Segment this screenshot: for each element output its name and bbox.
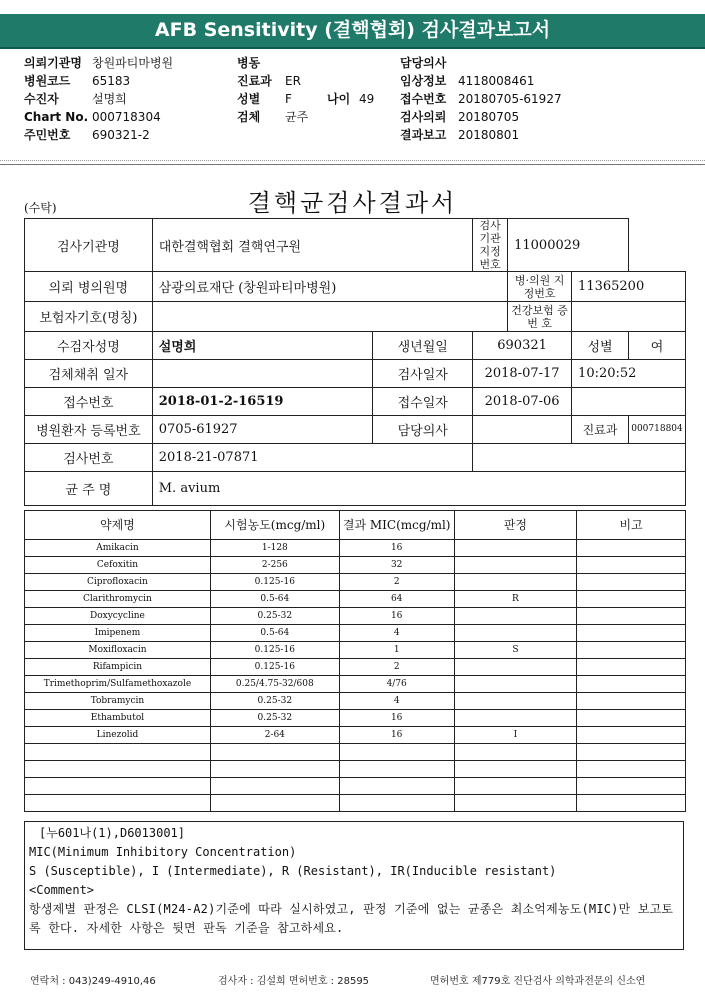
interpretation-cell: [454, 795, 577, 812]
interpretation-cell: [454, 574, 577, 591]
concentration-cell: 0.125-16: [210, 659, 339, 676]
mic-cell: 2: [339, 659, 454, 676]
interpretation-cell: R: [454, 591, 577, 608]
header-value: 000718304: [92, 110, 161, 124]
remarks-cell: [577, 676, 686, 693]
concentration-cell: 0.25-32: [210, 710, 339, 727]
patient-label: 수검자성명: [25, 332, 153, 360]
inst-no-value: 11000029: [508, 219, 629, 272]
drug-name-cell: Clarithromycin: [25, 591, 211, 608]
table-row: [25, 727, 686, 744]
table-row: [25, 659, 686, 676]
table-row: [25, 608, 686, 625]
report-banner: AFB Sensitivity (결핵협회) 검사결과보고서: [0, 14, 705, 49]
interpretation-cell: [454, 676, 577, 693]
remarks-cell: [577, 540, 686, 557]
table-row: [25, 693, 686, 710]
table-row: [25, 761, 686, 778]
remarks-cell: [577, 574, 686, 591]
header-value: 창원파티마병원: [92, 56, 174, 70]
dept-value: 000718804: [628, 416, 685, 444]
drug-susceptibility-table: [24, 510, 686, 812]
remarks-cell: [577, 778, 686, 795]
notes-legend: S (Susceptible), I (Intermediate), R (Resistant), IR(Inducible resistant): [29, 864, 557, 878]
concentration-cell: [210, 761, 339, 778]
column-header-remarks: 비고: [577, 511, 686, 540]
header-key: 담당의사: [400, 56, 447, 70]
test-no-value: 2018-21-07871: [152, 444, 472, 472]
inst-no-label: 검사기관 지정번호: [473, 219, 508, 272]
collect-value: [152, 360, 373, 388]
mic-cell: 16: [339, 540, 454, 557]
concentration-cell: [210, 778, 339, 795]
remarks-cell: [577, 727, 686, 744]
interpretation-cell: [454, 540, 577, 557]
test-time-value: 10:20:52: [572, 360, 686, 388]
header-value: 65183: [92, 74, 131, 88]
header-key: 검체: [237, 110, 261, 124]
interpretation-cell: [454, 744, 577, 761]
remarks-cell: [577, 557, 686, 574]
remarks-cell: [577, 625, 686, 642]
concentration-cell: [210, 744, 339, 761]
dept-label: 진료과: [572, 416, 629, 444]
concentration-cell: [210, 795, 339, 812]
notes-code: [누601나(1),D6013001]: [39, 826, 186, 840]
drug-name-cell: Amikacin: [25, 540, 211, 557]
drug-name-cell: Rifampicin: [25, 659, 211, 676]
collect-label: 검체채취 일자: [25, 360, 153, 388]
birth-value: 690321: [473, 332, 572, 360]
table-row: [25, 710, 686, 727]
interpretation-cell: [454, 778, 577, 795]
birth-label: 생년월일: [373, 332, 473, 360]
mic-cell: 16: [339, 710, 454, 727]
drug-name-cell: [25, 778, 211, 795]
table-row: [25, 540, 686, 557]
concentration-cell: 0.125-16: [210, 642, 339, 659]
reg-label: 병원환자 등록번호: [25, 416, 153, 444]
footer-contact: 연락처 : 043)249-4910,46: [30, 976, 156, 987]
interpretation-cell: [454, 557, 577, 574]
institution-value: 대한결핵협회 결핵연구원: [152, 219, 472, 272]
header-value: 4118008461: [458, 74, 535, 88]
notes-mic: MIC(Minimum Inhibitory Concentration): [29, 845, 297, 859]
mic-cell: 64: [339, 591, 454, 608]
table-row: [25, 591, 686, 608]
mic-cell: [339, 778, 454, 795]
table-row: [25, 676, 686, 693]
drug-name-cell: Doxycycline: [25, 608, 211, 625]
header-key: 병원코드: [24, 74, 71, 88]
remarks-cell: [577, 693, 686, 710]
notes-box: [24, 821, 684, 950]
mic-cell: [339, 761, 454, 778]
header-divider-dotted: [0, 160, 705, 161]
remarks-cell: [577, 744, 686, 761]
column-header-concentration: 시험농도(mcg/ml): [210, 511, 339, 540]
header-value: F: [285, 92, 292, 106]
drug-name-cell: Trimethoprim/Sulfamethoxazole: [25, 676, 211, 693]
drug-name-cell: [25, 744, 211, 761]
health-value: [572, 302, 686, 332]
drug-name-cell: Ethambutol: [25, 710, 211, 727]
header-key: 진료과: [237, 74, 272, 88]
header-key: 수진자: [24, 92, 59, 106]
drug-name-cell: Tobramycin: [25, 693, 211, 710]
receipt-date-label: 접수일자: [373, 388, 473, 416]
table-row: [25, 744, 686, 761]
table-row: [25, 574, 686, 591]
remarks-cell: [577, 642, 686, 659]
column-header-drug: 약제명: [25, 511, 211, 540]
interpretation-cell: [454, 761, 577, 778]
header-value: 균주: [285, 110, 309, 124]
reg-value: 0705-61927: [152, 416, 373, 444]
hospital-value: 삼광의료재단 (창원파티마병원): [152, 272, 507, 302]
concentration-cell: 0.25-32: [210, 608, 339, 625]
table-row: [25, 795, 686, 812]
institution-label: 검사기관명: [25, 219, 153, 272]
drug-name-cell: Ciprofloxacin: [25, 574, 211, 591]
mic-cell: 16: [339, 608, 454, 625]
table-row: [25, 625, 686, 642]
patient-value: 설명희: [152, 332, 373, 360]
test-date-value: 2018-07-17: [473, 360, 572, 388]
mic-cell: 4: [339, 693, 454, 710]
interpretation-cell: S: [454, 642, 577, 659]
header-key: Chart No.: [24, 110, 89, 124]
header-value: 20180705: [458, 110, 520, 124]
header-key: 검사의뢰: [400, 110, 447, 124]
remarks-cell: [577, 591, 686, 608]
receipt-label: 접수번호: [25, 388, 153, 416]
concentration-cell: 0.5-64: [210, 625, 339, 642]
drug-name-cell: Imipenem: [25, 625, 211, 642]
concentration-cell: 0.25/4.75-32/608: [210, 676, 339, 693]
report-title: 결핵균검사결과서: [247, 189, 458, 217]
header-key: 주민번호: [24, 128, 71, 142]
mic-cell: 1: [339, 642, 454, 659]
patient-info-table: [24, 218, 686, 506]
test-no-blank: [473, 444, 686, 472]
concentration-cell: 0.125-16: [210, 574, 339, 591]
interpretation-cell: I: [454, 727, 577, 744]
receipt-date-value: 2018-07-06: [473, 388, 572, 416]
header-value: 690321-2: [92, 128, 150, 142]
drug-name-cell: [25, 761, 211, 778]
age-key: 나이: [327, 92, 351, 106]
mic-cell: 4/76: [339, 676, 454, 693]
mic-cell: 4: [339, 625, 454, 642]
column-header-mic: 결과 MIC(mcg/ml): [339, 511, 454, 540]
column-header-interpretation: 판정: [454, 511, 577, 540]
drug-name-cell: [25, 795, 211, 812]
sex-value: 여: [628, 332, 685, 360]
hosp-no-label: 병·의원 지정번호: [508, 272, 572, 302]
interpretation-cell: [454, 608, 577, 625]
hosp-no-value: 11365200: [572, 272, 686, 302]
header-key: 성별: [237, 92, 261, 106]
header-col-1: [24, 54, 173, 144]
insured-value: [152, 302, 507, 332]
remarks-cell: [577, 659, 686, 676]
interpretation-cell: [454, 659, 577, 676]
sex-label: 성별: [572, 332, 629, 360]
doctor-value: [473, 416, 572, 444]
header-col-2: [237, 54, 374, 126]
receipt-blank: [572, 388, 686, 416]
header-value: 20180801: [458, 128, 520, 142]
insured-label: 보험자기호(명칭): [25, 302, 153, 332]
drug-name-cell: Linezolid: [25, 727, 211, 744]
remarks-cell: [577, 710, 686, 727]
strain-label: 균 주 명: [25, 472, 153, 506]
drug-name-cell: Cefoxitin: [25, 557, 211, 574]
report-subtitle: (수탁): [24, 201, 57, 215]
mic-cell: 32: [339, 557, 454, 574]
header-divider: [0, 164, 705, 165]
header-value: ER: [285, 74, 301, 88]
concentration-cell: 0.5-64: [210, 591, 339, 608]
health-label: 건강보험 증 번 호: [508, 302, 572, 332]
age-value: 49: [359, 92, 375, 106]
header-key: 임상정보: [400, 74, 447, 88]
header-value: 20180705-61927: [458, 92, 562, 106]
remarks-cell: [577, 608, 686, 625]
concentration-cell: 0.25-32: [210, 693, 339, 710]
concentration-cell: 2-64: [210, 727, 339, 744]
strain-value: M. avium: [152, 472, 685, 506]
drug-name-cell: Moxifloxacin: [25, 642, 211, 659]
footer-license: 면허번호 제779호 진단검사 의학과전문의 신소연: [430, 976, 646, 987]
footer-examiner: 검사자 : 김설희 면허번호 : 28595: [218, 976, 370, 987]
table-row: [25, 642, 686, 659]
header-col-3: [400, 54, 562, 144]
test-date-label: 검사일자: [373, 360, 473, 388]
interpretation-cell: [454, 710, 577, 727]
header-value: 설명희: [92, 92, 127, 106]
doctor-label: 담당의사: [373, 416, 473, 444]
concentration-cell: 2-256: [210, 557, 339, 574]
header-key: 결과보고: [400, 128, 447, 142]
test-no-label: 검사번호: [25, 444, 153, 472]
notes-comment: 항생제별 판정은 CLSI(M24-A2)기준에 따라 실시하였고, 판정 기준에 없는 균종은 최소억제농도(MIC)만 보고토록 한다. 자세한 사항은 뒷면 판독 기준을 참고하세요.: [29, 902, 674, 935]
mic-cell: 2: [339, 574, 454, 591]
receipt-value: 2018-01-2-16519: [152, 388, 373, 416]
table-row: [25, 778, 686, 795]
table-row: [25, 557, 686, 574]
interpretation-cell: [454, 625, 577, 642]
mic-cell: [339, 744, 454, 761]
remarks-cell: [577, 761, 686, 778]
hospital-label: 의뢰 병의원명: [25, 272, 153, 302]
interpretation-cell: [454, 693, 577, 710]
notes-comment-label: <Comment>: [29, 883, 95, 897]
header-key: 병동: [237, 56, 261, 70]
remarks-cell: [577, 795, 686, 812]
mic-cell: [339, 795, 454, 812]
mic-cell: 16: [339, 727, 454, 744]
header-key: 의뢰기관명: [24, 56, 82, 70]
concentration-cell: 1-128: [210, 540, 339, 557]
header-key: 접수번호: [400, 92, 447, 106]
